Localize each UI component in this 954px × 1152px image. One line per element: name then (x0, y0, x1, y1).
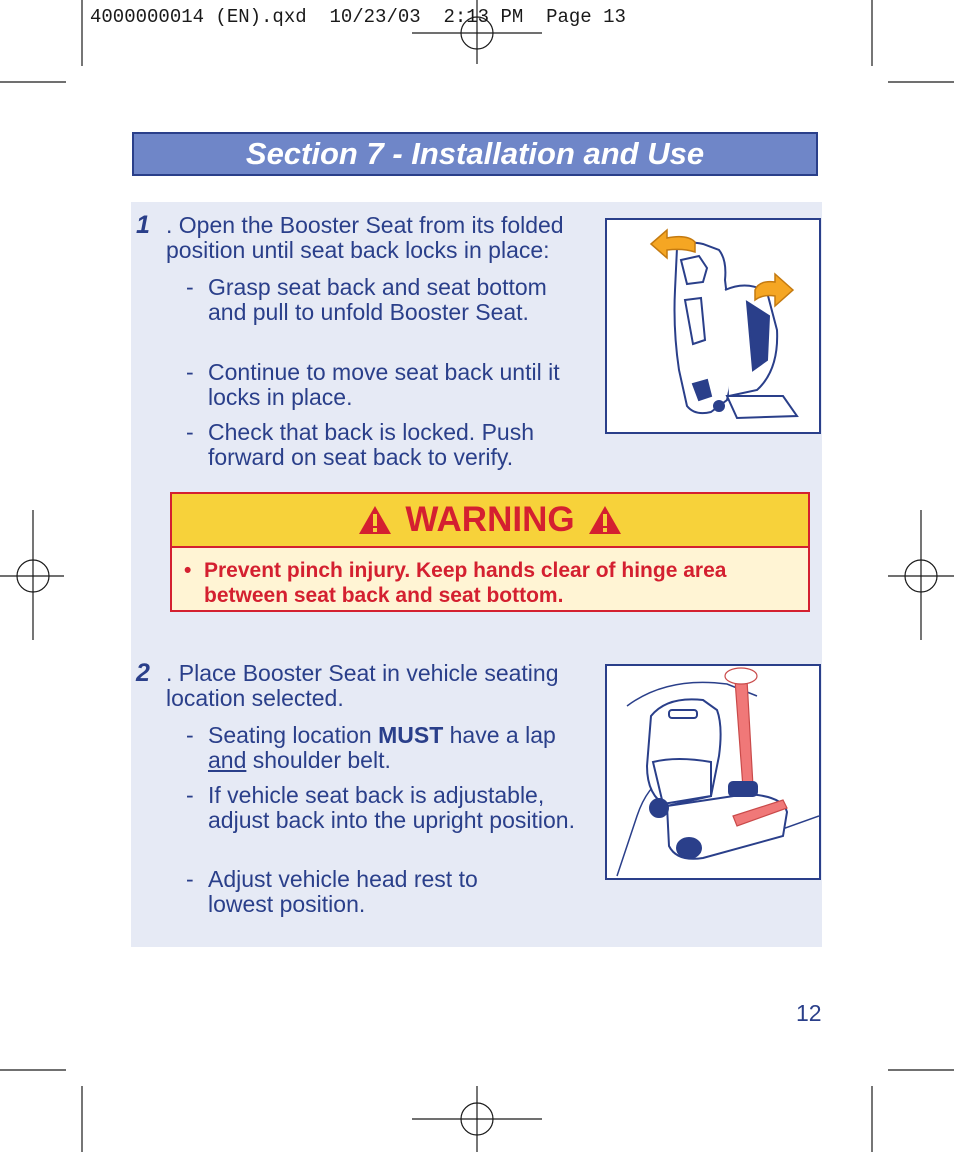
printer-slug: 4000000014 (EN).qxd 10/23/03 2:13 PM Page 13 (90, 6, 626, 28)
booster-seat-unfold-illustration (607, 220, 819, 432)
bullet-text-post: shoulder belt. (246, 747, 391, 773)
booster-seat-vehicle-illustration (607, 666, 819, 878)
step-number: 2 (136, 659, 150, 687)
step-number: 1 (136, 211, 150, 239)
bullet-dash: - (186, 359, 194, 385)
registration-mark-icon (0, 510, 64, 640)
warning-text: Prevent pinch injury. Keep hands clear of hinge area between seat back and seat bottom. (204, 559, 727, 607)
bullet-dash: - (186, 419, 194, 445)
bullet-text: Adjust vehicle head rest to lowest position. (208, 866, 478, 917)
section-title-bar (132, 132, 818, 176)
warning-bullet: • (184, 559, 192, 582)
warning-title: WARNING (405, 500, 575, 539)
registration-mark-icon (412, 1086, 542, 1152)
step-1 (136, 213, 588, 473)
bullet-dash: - (186, 782, 194, 808)
registration-mark-icon (412, 0, 542, 64)
bullet-text-pre: Seating location (208, 722, 379, 748)
bullet-text-underlined: and (208, 747, 247, 773)
bullet-text-emphasis: MUST (378, 722, 444, 748)
warning-triangle-icon (587, 504, 623, 536)
bullet-text: If vehicle seat back is adjustable, adjust back into the upright position. (208, 782, 575, 833)
step-2 (136, 661, 588, 921)
warning-header (172, 494, 808, 548)
bullet-text: Grasp seat back and seat bottom and pull to unfold Booster Seat. (208, 274, 547, 325)
figure-unfold-seat (605, 218, 821, 434)
registration-mark-icon (888, 510, 954, 640)
step-text: . Open the Booster Seat from its folded position until seat back locks in place: (166, 212, 564, 263)
bullet-text: Check that back is locked. Push forward on seat back to verify. (208, 419, 534, 470)
bullet-dash: - (186, 866, 194, 892)
bullet-dash: - (186, 274, 194, 300)
step-text: . Place Booster Seat in vehicle seating location selected. (166, 660, 559, 711)
section-title: Section 7 - Installation and Use (245, 136, 705, 171)
warning-triangle-icon (357, 504, 393, 536)
bullet-text (208, 723, 588, 773)
figure-seat-in-vehicle (605, 664, 821, 880)
bullet-text: Continue to move seat back until it locks in place. (208, 359, 560, 410)
bullet-text-mid: have a lap (443, 722, 556, 748)
bullet-dash: - (186, 722, 194, 748)
page-number: 12 (796, 1000, 822, 1026)
warning-box (170, 492, 810, 612)
